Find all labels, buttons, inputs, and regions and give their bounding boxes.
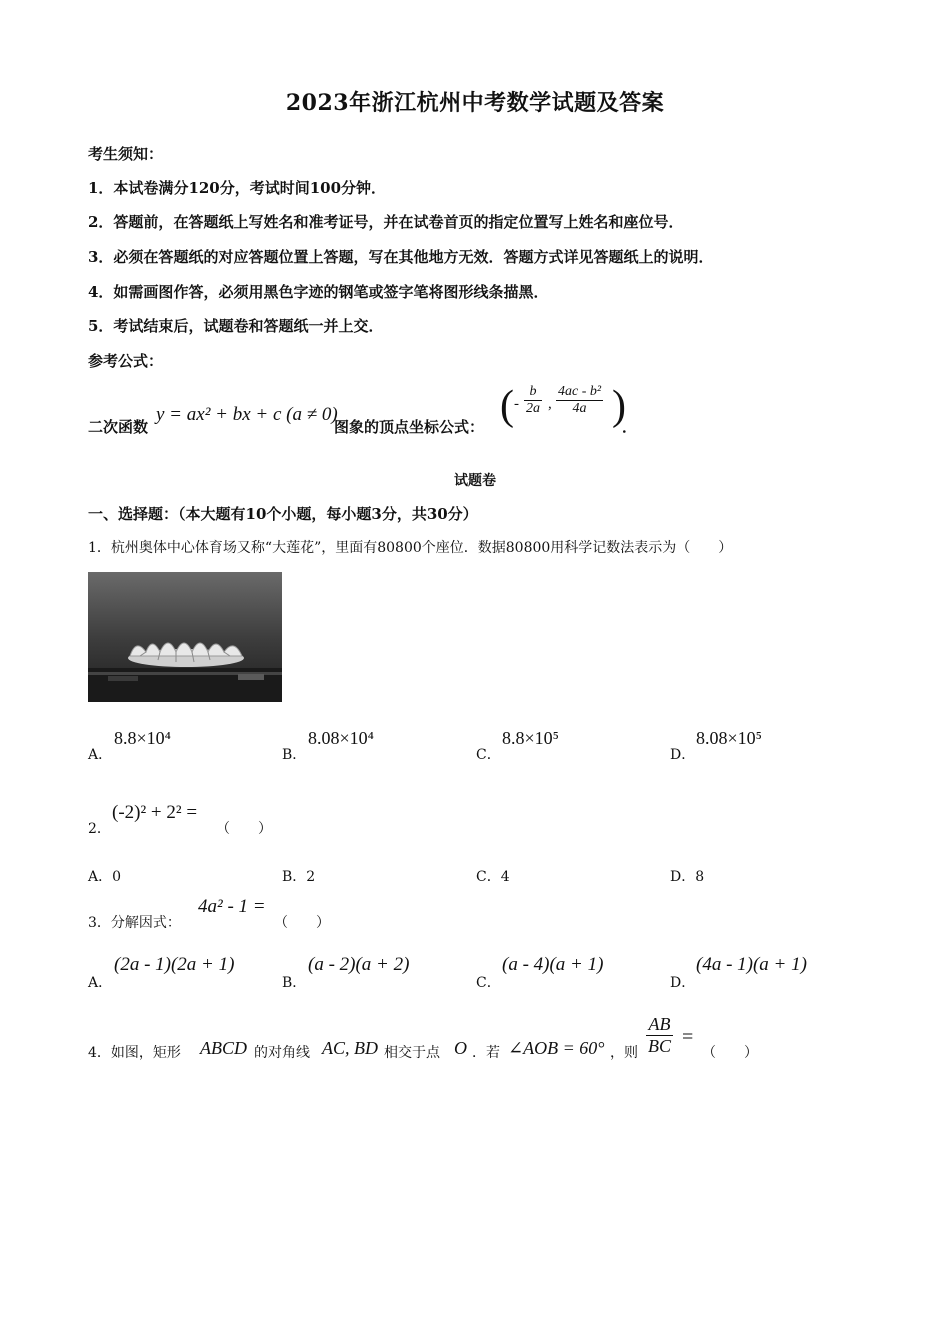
option-a-label: A．: [88, 747, 113, 763]
option-b: B．2: [282, 869, 316, 885]
question-4-text: ，则: [610, 1045, 638, 1061]
option-c-value: (a - 4)(a + 1): [502, 954, 604, 975]
page-title: 2023年浙江杭州中考数学试题及答案: [285, 90, 665, 116]
option-b-value: (a - 2)(a + 2): [308, 954, 410, 975]
notice-item: 1．本试卷满分120分，考试时间100分钟．: [88, 179, 387, 197]
option-a: A．0: [88, 869, 122, 885]
option-a-value: 8.8×10⁴: [114, 728, 171, 748]
notice-item: 3．必须在答题纸的对应答题位置上答题，写在其他地方无效．答题方式详见答题纸上的说明．: [88, 248, 714, 266]
question-2-blank: （ ）: [216, 821, 272, 837]
option-c-value: 8.8×10⁵: [502, 728, 559, 748]
option-c-label: C．: [476, 975, 501, 991]
option-a-label: A．: [88, 975, 113, 991]
formula-end: ．: [622, 418, 638, 436]
question-4-math: AC, BD: [322, 1038, 378, 1058]
question-4-math: O: [454, 1038, 467, 1058]
question-3-expression: 4a² - 1 =: [198, 896, 266, 917]
option-d-value: 8.08×10⁵: [696, 728, 762, 748]
question-2-number: 2．: [88, 821, 111, 837]
question-4: [88, 1012, 848, 1068]
option-b-value: 8.08×10⁴: [308, 728, 374, 748]
stadium-photo: [88, 572, 282, 702]
equals-sign: =: [682, 1026, 694, 1048]
notice-item: 4．如需画图作答，必须用黑色字迹的钢笔或签字笔将图形线条描黑．: [88, 283, 549, 301]
notice-item: 5．考试结束后，试题卷和答题纸一并上交．: [88, 317, 384, 335]
option-b-label: B．: [282, 975, 307, 991]
notice-heading: 考生须知：: [88, 145, 164, 163]
question-4-text: 4．如图，矩形: [88, 1045, 181, 1061]
option-a-value: (2a - 1)(2a + 1): [114, 954, 235, 975]
option-d: D．8: [670, 869, 705, 885]
paper-heading: 试题卷: [454, 473, 496, 489]
option-c: C．4: [476, 869, 510, 885]
stadium-illustration: [88, 572, 282, 702]
formula-middle: 图象的顶点坐标公式：: [334, 418, 485, 436]
question-4-text: 相交于点: [384, 1045, 440, 1061]
vertex-x-fraction: $\frac{b}{2a}$: [526, 384, 540, 416]
question-4-blank: （ ）: [702, 1045, 758, 1061]
notice-item: 2．答题前，在答题纸上写姓名和准考证号，并在试卷首页的指定位置写上姓名和座位号．: [88, 213, 684, 231]
vertex-y-fraction: $\frac{\text{4ac - b²}}{4a}$: [558, 384, 602, 416]
question-4-math: ∠AOB = 60°: [508, 1038, 605, 1058]
option-d-label: D．: [670, 747, 696, 763]
ratio-fraction: $\frac{AB}{BC}$: [648, 1014, 672, 1056]
option-d-label: D．: [670, 975, 696, 991]
question-2-expression: (-2)² + 2² =: [112, 802, 198, 823]
option-b-label: B．: [282, 747, 307, 763]
option-d-value: (4a - 1)(a + 1): [696, 954, 807, 975]
option-c-label: C．: [476, 747, 501, 763]
question-4-math: ABCD: [200, 1038, 247, 1058]
quadratic-function: y = ax² + bx + c (a ≠ 0): [156, 404, 338, 425]
formula-heading: 参考公式：: [88, 352, 164, 370]
question-4-text: 的对角线: [254, 1045, 310, 1061]
formula-prefix: 二次函数: [88, 418, 149, 436]
question-1-text: 1．杭州奥体中心体育场又称“大莲花”，里面有80800个座位．数据80800用科学记数法表示为（ ）: [88, 540, 733, 556]
question-3-blank: （ ）: [274, 915, 330, 931]
question-4-text: ．若: [472, 1045, 500, 1061]
section-heading: 一、选择题：（本大题有10个小题，每小题3分，共30分）: [88, 505, 478, 523]
question-3-prefix: 3．分解因式：: [88, 915, 181, 931]
